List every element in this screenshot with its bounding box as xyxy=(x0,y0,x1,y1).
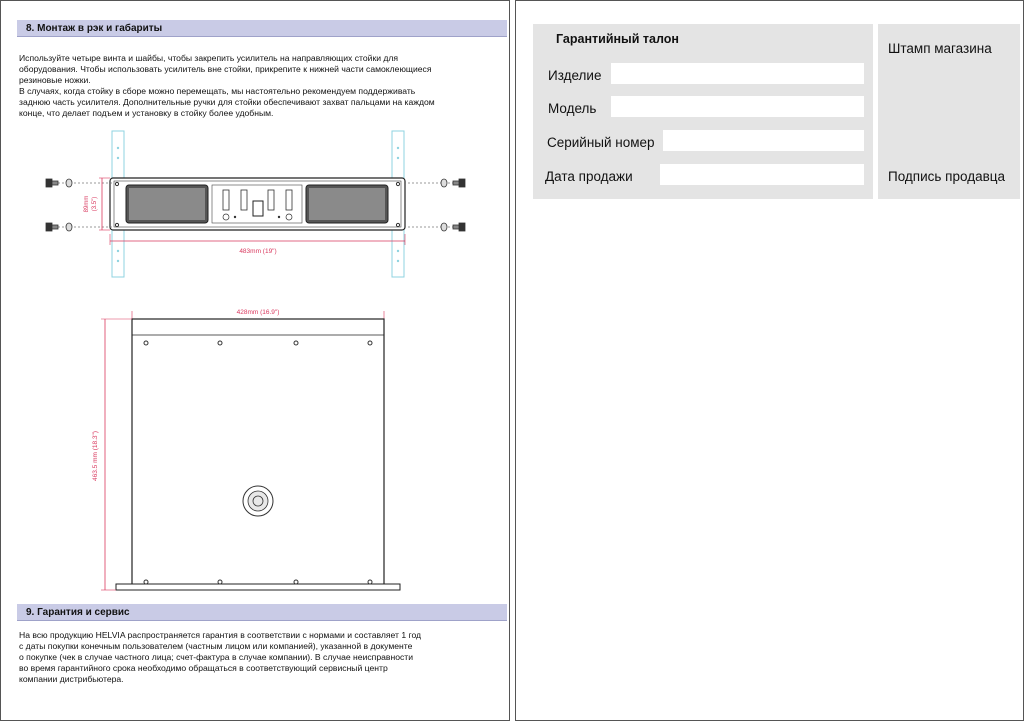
top-view-drawing xyxy=(1,301,511,601)
store-stamp-label: Штамп магазина xyxy=(888,41,992,56)
amplifier-front-panel xyxy=(110,178,405,230)
field-label-sale-date: Дата продажи xyxy=(545,169,633,184)
sale-date-field[interactable] xyxy=(660,164,864,185)
section-9-header: 9. Гарантия и сервис xyxy=(17,604,507,621)
field-label-product: Изделие xyxy=(548,68,602,83)
depth-dimension xyxy=(92,319,132,590)
store-stamp-box xyxy=(878,24,1020,199)
seller-signature-label: Подпись продавца xyxy=(888,169,1006,184)
width-dim-label: 483mm (19") xyxy=(239,248,277,255)
product-field[interactable] xyxy=(611,63,864,84)
warranty-card xyxy=(533,24,873,199)
height-dim-in: (3.5") xyxy=(92,196,98,212)
amplifier-top-chassis xyxy=(116,319,400,590)
serial-number-field[interactable] xyxy=(663,130,864,151)
manual-page-left xyxy=(0,0,510,721)
height-dimension xyxy=(84,178,110,230)
section-9-text: На всю продукцию HELVIA распространяется гарантия в соответствии с нормами и составляет 1 год с даты покупки конечным пользователем (частным лицом или компанией), указанной в документе о покупке (чек в случае частного лица; счет-фактура в случае компании). В случае неисправности во время гарантийного срока необходимо обращаться в соответствующий сервисный центр компании дистрибьютера. xyxy=(19,630,422,684)
field-label-serial: Серийный номер xyxy=(547,135,655,150)
manual-page-right xyxy=(515,0,1024,721)
field-label-model: Модель xyxy=(548,101,597,116)
section-8-header: 8. Монтаж в рэк и габариты xyxy=(17,20,507,37)
rack-front-drawing xyxy=(1,126,511,281)
width-dimension xyxy=(110,234,405,255)
model-field[interactable] xyxy=(611,96,864,117)
top-width-dim-label: 428mm (16.9") xyxy=(236,309,280,316)
height-dim-mm: 89mm xyxy=(84,195,90,213)
depth-dim-label: 463.5 mm (18.3") xyxy=(92,431,99,481)
warranty-card-title: Гарантийный талон xyxy=(556,32,679,46)
section-8-text: Используйте четыре винта и шайбы, чтобы закрепить усилитель на направляющих стойки для оборудования. Чтобы использовать усилитель вне стойки, прикрепите к нижней части самоклеющиеся резиновые ножки. В случаях, когда стойку в сборе можно перемещать, мы настоятельно рекомендуем поддерживать заднюю часть усилителя. Дополнительные ручки для стойки обеспечивают захват пальцами на каждом конце, что делает подъем и установку в стойку более удобным. xyxy=(19,53,435,118)
